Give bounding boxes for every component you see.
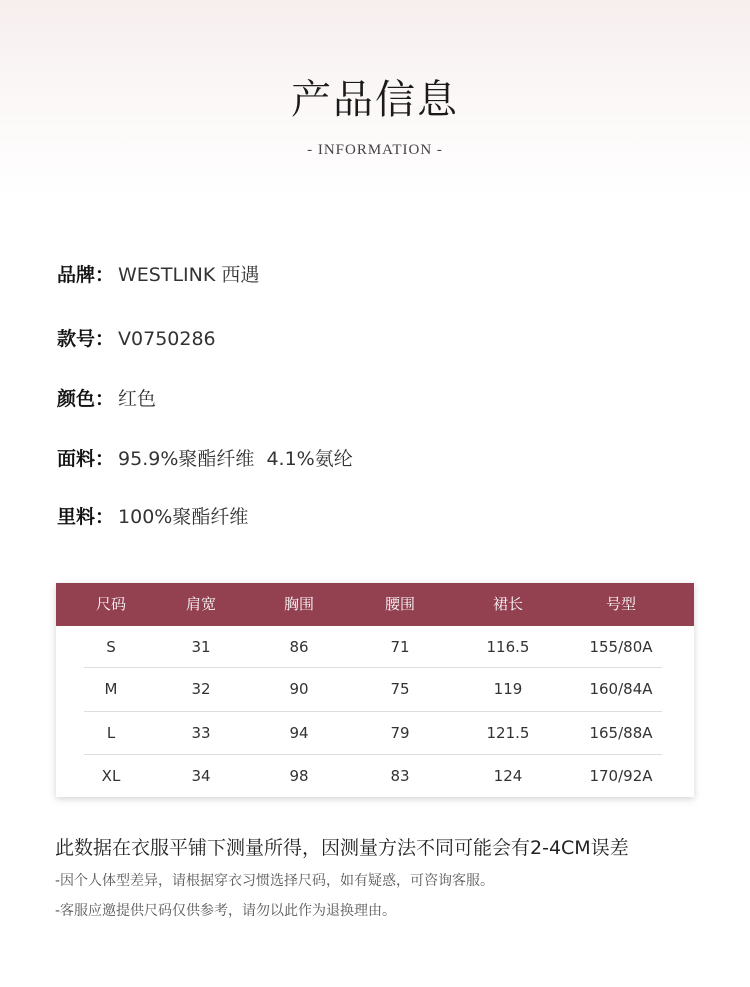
column-header-fit-code: 号型 bbox=[605, 595, 636, 613]
note-line: -客服应邀提供尺码仅供参考，请勿以此作为退换理由。 bbox=[55, 903, 397, 919]
info-value: 红色 bbox=[118, 388, 157, 410]
table-row bbox=[56, 668, 694, 710]
info-lining bbox=[57, 502, 248, 529]
column-header-length: 裙长 bbox=[492, 595, 523, 613]
info-value: 95.9%聚酯纤维 4.1%氨纶 bbox=[118, 448, 353, 470]
table-row bbox=[56, 755, 694, 797]
table-cell: 34 bbox=[191, 767, 211, 785]
info-fabric bbox=[57, 444, 353, 471]
size-table bbox=[56, 583, 694, 797]
table-cell: 33 bbox=[191, 724, 211, 742]
info-label: 款号： bbox=[57, 328, 115, 350]
table-cell: 75 bbox=[390, 680, 410, 698]
info-label: 里料： bbox=[57, 506, 115, 528]
table-row bbox=[56, 712, 694, 754]
size-table-header bbox=[56, 583, 694, 626]
table-cell: 116.5 bbox=[486, 638, 530, 656]
table-cell: M bbox=[104, 680, 118, 698]
info-label: 颜色： bbox=[57, 388, 115, 410]
table-cell: 165/88A bbox=[589, 724, 653, 742]
info-value: 100%聚酯纤维 bbox=[118, 506, 249, 528]
table-row bbox=[56, 626, 694, 668]
table-cell: 119 bbox=[493, 680, 523, 698]
table-cell: 90 bbox=[289, 680, 309, 698]
table-cell: 94 bbox=[289, 724, 309, 742]
table-cell: XL bbox=[101, 767, 121, 785]
table-cell: 71 bbox=[390, 638, 410, 656]
table-cell: 98 bbox=[289, 767, 309, 785]
table-cell: 170/92A bbox=[589, 767, 653, 785]
info-value: WESTLINK 西遇 bbox=[118, 264, 260, 286]
info-label: 面料： bbox=[57, 448, 115, 470]
info-brand bbox=[57, 260, 259, 287]
info-style-number bbox=[57, 324, 216, 351]
table-cell: 124 bbox=[493, 767, 523, 785]
table-cell: 83 bbox=[390, 767, 410, 785]
table-cell: 31 bbox=[191, 638, 211, 656]
table-cell: 32 bbox=[191, 680, 211, 698]
table-cell: L bbox=[106, 724, 116, 742]
column-header-waist: 腰围 bbox=[384, 595, 415, 613]
column-header-size: 尺码 bbox=[95, 595, 126, 613]
column-header-bust: 胸围 bbox=[283, 595, 314, 613]
info-color bbox=[57, 384, 156, 411]
measurement-note: 此数据在衣服平铺下测量所得，因测量方法不同可能会有2-4CM误差 bbox=[55, 837, 629, 859]
table-cell: 79 bbox=[390, 724, 410, 742]
table-cell: 121.5 bbox=[486, 724, 530, 742]
table-cell: S bbox=[106, 638, 116, 656]
note-line: -因个人体型差异，请根据穿衣习惯选择尺码，如有疑惑，可咨询客服。 bbox=[55, 873, 495, 889]
table-cell: 86 bbox=[289, 638, 309, 656]
info-label: 品牌： bbox=[57, 264, 115, 286]
table-cell: 160/84A bbox=[589, 680, 653, 698]
table-cell: 155/80A bbox=[589, 638, 653, 656]
info-value: V0750286 bbox=[118, 328, 216, 350]
page-subtitle: - INFORMATION - bbox=[307, 142, 443, 158]
page-title: 产品信息 bbox=[291, 77, 459, 123]
column-header-shoulder: 肩宽 bbox=[185, 595, 216, 613]
